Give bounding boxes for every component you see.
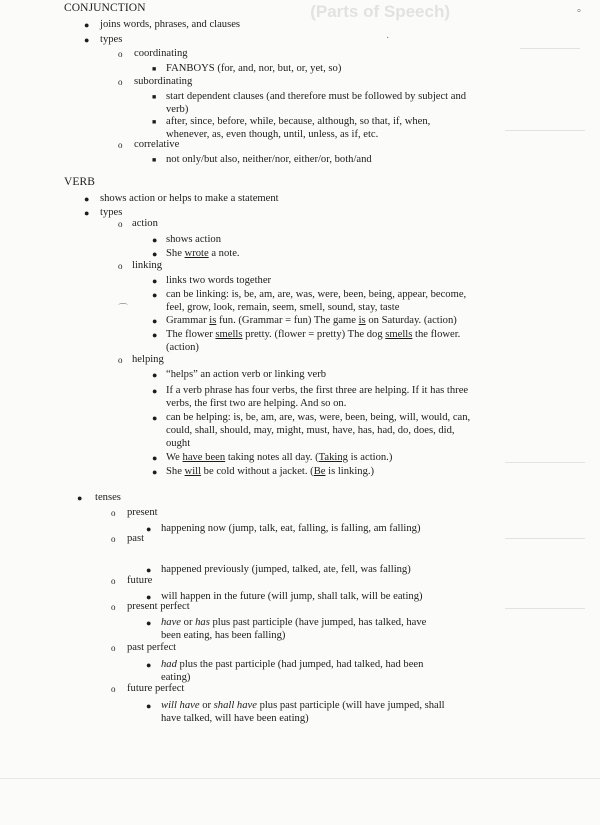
past-label: past — [127, 533, 145, 544]
verb-definition: shows action or helps to make a statement — [100, 193, 279, 204]
scan-mark: ° — [577, 8, 581, 19]
circle-bullet-icon: o — [118, 77, 123, 87]
circle-bullet-icon: o — [111, 684, 116, 694]
linking-detail-2b: feel, grow, look, remain, seem, smell, sound, stay, taste — [166, 302, 400, 313]
present-perfect-detail-b: been eating, has been falling) — [161, 630, 286, 641]
bullet-icon: ● — [84, 194, 90, 204]
bullet-icon: ● — [146, 618, 152, 628]
action-detail: shows action — [166, 234, 222, 245]
bullet-icon: ● — [146, 524, 152, 534]
helping-example-2: She will be cold without a jacket. (Be is linking.) — [166, 466, 375, 477]
coordinating-detail: FANBOYS (for, and, nor, but, or, yet, so) — [166, 63, 342, 74]
bullet-icon: ● — [152, 235, 158, 245]
helping-detail-2a: If a verb phrase has four verbs, the first three are helping. If it has three — [166, 385, 469, 396]
linking-label: linking — [132, 260, 163, 271]
scan-edge-line — [0, 778, 600, 779]
correlative-detail: not only/but also, neither/nor, either/or, both/and — [166, 154, 372, 165]
circle-bullet-icon: o — [111, 643, 116, 653]
pen-stroke-mark: ⌒ — [118, 304, 128, 315]
square-bullet-icon: ■ — [152, 65, 157, 73]
bullet-icon: ● — [77, 493, 83, 503]
subordinating-label: subordinating — [134, 76, 193, 87]
past-perfect-detail-b: eating) — [161, 672, 191, 683]
helping-detail-3a: can be helping: is, be, am, are, was, were, been, being, will, would, can, — [166, 412, 471, 423]
conjunction-types-label: types — [100, 34, 123, 45]
bullet-icon: ● — [152, 467, 158, 477]
present-perfect-label: present perfect — [127, 601, 190, 612]
bullet-icon: ● — [152, 290, 158, 300]
future-label: future — [127, 575, 153, 586]
action-label: action — [132, 218, 158, 229]
bleed-through-title: (Parts of Speech) — [310, 2, 450, 21]
bullet-icon: ● — [152, 453, 158, 463]
circle-bullet-icon: o — [118, 355, 123, 365]
correlative-label: correlative — [134, 139, 180, 150]
circle-bullet-icon: o — [118, 140, 123, 150]
bullet-icon: ● — [146, 660, 152, 670]
subordinating-detail-1a: start dependent clauses (and therefore must be followed by subject and — [166, 91, 467, 102]
present-perfect-detail-a: have or has plus past participle (have jumped, has talked, have — [161, 617, 427, 628]
future-detail: will happen in the future (will jump, shall talk, will be eating) — [161, 591, 423, 602]
circle-bullet-icon: o — [118, 219, 123, 229]
bullet-icon: ● — [146, 592, 152, 602]
circle-bullet-icon: o — [118, 261, 123, 271]
bullet-icon: ● — [146, 701, 152, 711]
helping-detail-3b: could, shall, should, may, might, must, have, has, had, do, does, did, — [166, 425, 455, 436]
bleed-line — [505, 608, 585, 609]
conjunction-heading: CONJUNCTION — [64, 2, 146, 14]
bullet-icon: ● — [152, 276, 158, 286]
bullet-icon: ● — [152, 249, 158, 259]
bullet-icon: ● — [152, 316, 158, 326]
future-perfect-detail-a: will have or shall have plus past participle (will have jumped, shall — [161, 700, 445, 711]
bullet-icon: ● — [152, 413, 158, 423]
action-example: She wrote a note. — [166, 248, 240, 259]
linking-example-1: Grammar is fun. (Grammar = fun) The game is on Saturday. (action) — [166, 315, 457, 326]
future-perfect-label: future perfect — [127, 683, 185, 694]
circle-bullet-icon: o — [111, 602, 116, 612]
bleed-line — [505, 538, 585, 539]
bullet-icon: ● — [84, 35, 90, 45]
circle-bullet-icon: o — [111, 534, 116, 544]
present-detail: happening now (jump, talk, eat, falling, is falling, am falling) — [161, 523, 421, 534]
tenses-label: tenses — [95, 492, 121, 503]
square-bullet-icon: ■ — [152, 156, 157, 164]
subordinating-detail-2b: whenever, as, even though, until, unless, as if, etc. — [166, 129, 379, 140]
past-perfect-label: past perfect — [127, 642, 177, 653]
bullet-icon: ● — [146, 565, 152, 575]
bullet-icon: ● — [84, 208, 90, 218]
square-bullet-icon: ■ — [152, 118, 157, 126]
linking-detail-1: links two words together — [166, 275, 272, 286]
helping-example-1: We have been taking notes all day. (Taking is action.) — [166, 452, 393, 463]
past-detail: happened previously (jumped, talked, ate, fell, was falling) — [161, 564, 411, 575]
bullet-icon: ● — [152, 386, 158, 396]
bullet-icon: ● — [152, 330, 158, 340]
bleed-line — [505, 130, 585, 131]
bullet-icon: ● — [152, 370, 158, 380]
helping-detail-3c: ought — [166, 438, 191, 449]
subordinating-detail-1b: verb) — [166, 104, 189, 115]
bullet-icon: ● — [84, 20, 90, 30]
linking-example-2b: (action) — [166, 342, 199, 353]
helping-detail-2b: verbs, the first two are helping. And so on. — [166, 398, 347, 409]
circle-bullet-icon: o — [111, 576, 116, 586]
verb-types-label: types — [100, 207, 123, 218]
past-perfect-detail-a: had plus the past participle (had jumped, had talked, had been — [161, 659, 424, 670]
square-bullet-icon: ■ — [152, 93, 157, 101]
linking-example-2: The flower smells pretty. (flower = pretty) The dog smells the flower. — [166, 329, 461, 340]
helping-label: helping — [132, 354, 164, 365]
bleed-line — [520, 48, 580, 49]
scan-mark: · — [386, 33, 390, 44]
subordinating-detail-2a: after, since, before, while, because, although, so that, if, when, — [166, 116, 431, 127]
coordinating-label: coordinating — [134, 48, 188, 59]
linking-detail-2a: can be linking: is, be, am, are, was, were, been, being, appear, become, — [166, 289, 467, 300]
circle-bullet-icon: o — [111, 508, 116, 518]
present-label: present — [127, 507, 158, 518]
circle-bullet-icon: o — [118, 49, 123, 59]
bleed-line — [505, 462, 585, 463]
verb-heading: VERB — [64, 176, 96, 188]
helping-detail-1: “helps” an action verb or linking verb — [166, 369, 327, 380]
future-perfect-detail-b: have talked, will have been eating) — [161, 713, 309, 724]
conjunction-definition: joins words, phrases, and clauses — [100, 19, 241, 30]
